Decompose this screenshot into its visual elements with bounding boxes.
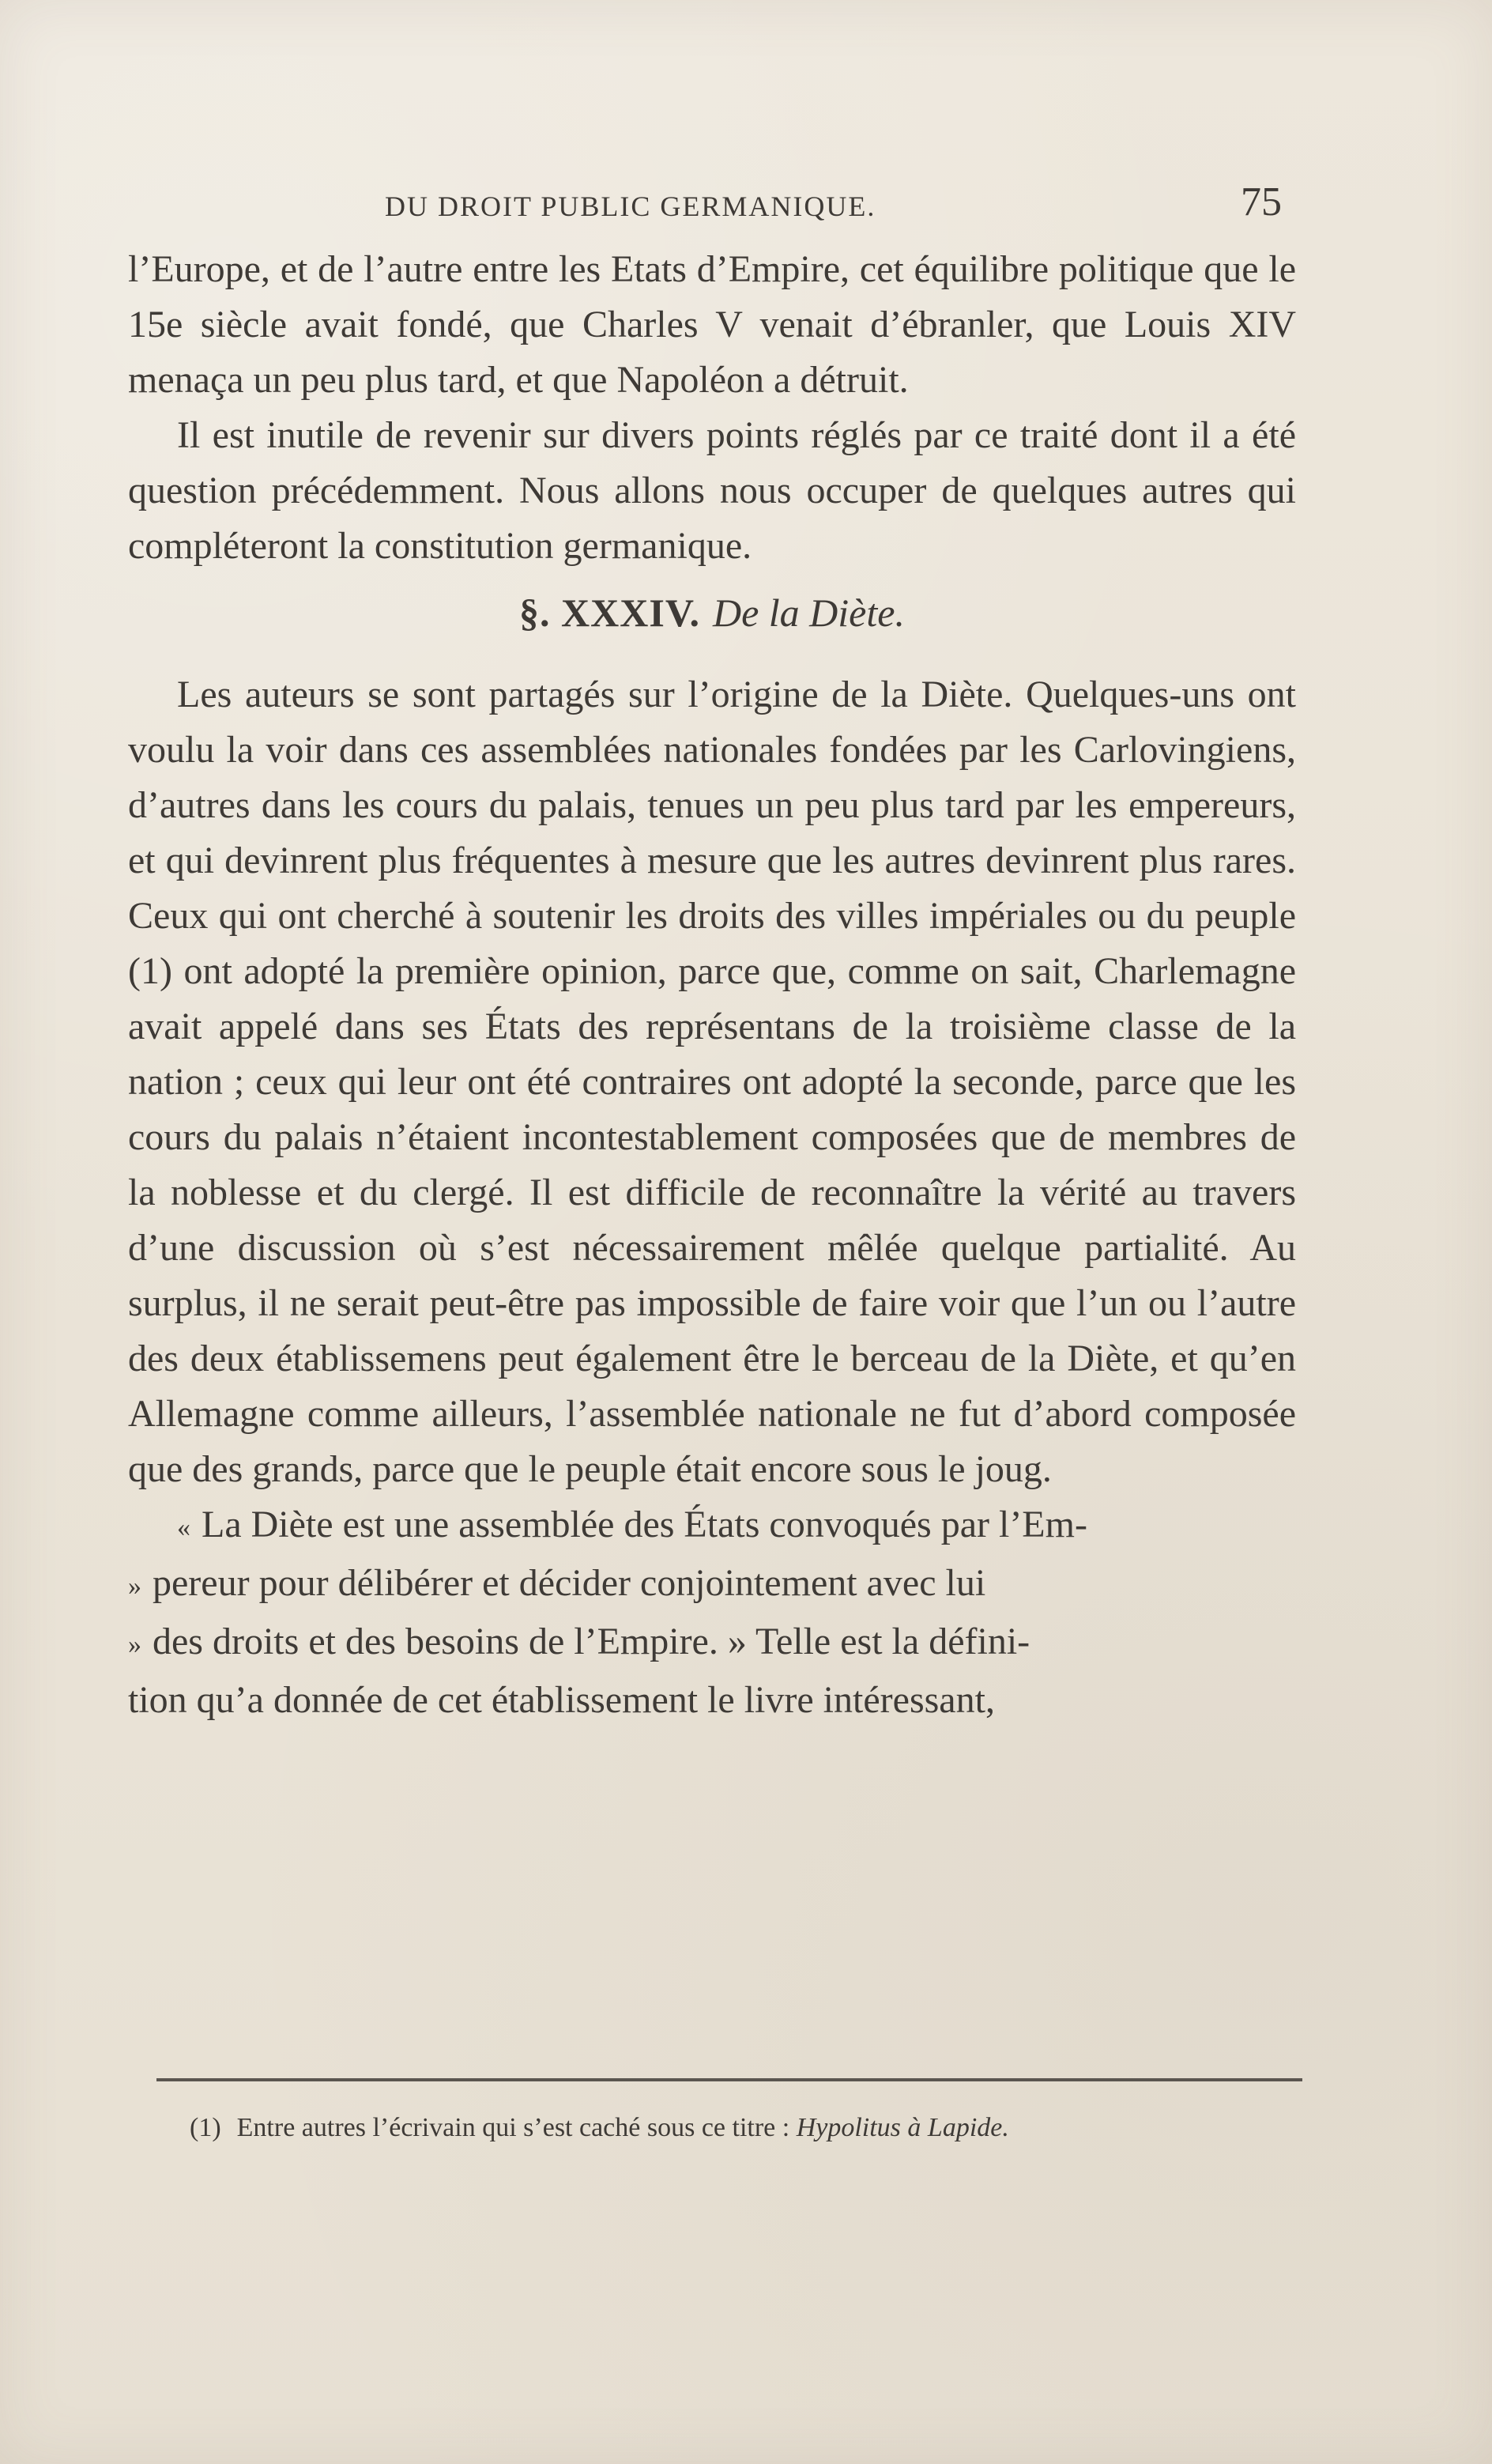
footnote-text: Entre autres l’écrivain qui s’est caché sous ce titre : bbox=[236, 2113, 790, 2142]
quote-mark-3: » bbox=[128, 1629, 141, 1659]
page-number: 75 bbox=[1241, 179, 1282, 225]
quote-mark-1: « bbox=[177, 1512, 190, 1542]
quote-line-4: tion qu’a donnée de cet établissement le livre intéressant, bbox=[128, 1678, 995, 1721]
section-title: De la Diète. bbox=[712, 591, 905, 635]
quote-text-3: des droits et des besoins de l’Empire. » Telle est la défini- bbox=[153, 1620, 1030, 1662]
section-heading bbox=[128, 585, 1296, 640]
footnote-separator bbox=[156, 2078, 1302, 2081]
footnote-italic-text: Hypolitus à Lapide. bbox=[796, 2113, 1009, 2142]
section-number: §. XXXIV. bbox=[519, 591, 700, 635]
running-title: DU DROIT PUBLIC GERMANIQUE. bbox=[385, 191, 876, 222]
quote-line-1 bbox=[128, 1497, 1296, 1556]
quote-line-3 bbox=[128, 1614, 1296, 1673]
paragraph-3: Les auteurs se sont partagés sur l’origine de la Diète. Quelques-uns ont voulu la voir dans ces assemblées nationales fondées par les Carlovingiens, d’autres dans les cours du palais, tenues un peu plus tard par les empereurs, et qui devinrent plus fréquentes à mesure que les autres devinrent plus rares. Ceux qui ont cherché à soutenir les droits des villes impériales ou du peuple (1) ont adopté la première opinion, parce que, comme on sait, Charlemagne avait appelé dans ses États des représentans de la troisième classe de la nation ; ceux qui leur ont été contraires ont adopté la seconde, parce que les cours du palais n’étaient incontestablement composées que de membres de la noblesse et du clergé. Il est difficile de reconnaître la vérité au travers d’une discussion où s’est nécessairement mêlée quelque partialité. Au surplus, il ne serait peut-être pas impossible de faire voir que l’un ou l’autre des deux établissemens peut également être le berceau de la Diète, et qu’en Allemagne comme ailleurs, l’assemblée nationale ne fut d’abord composée que des grands, parce que le peuple était encore sous le joug. bbox=[128, 674, 1296, 1490]
main-text-block bbox=[128, 179, 1296, 1728]
quote-mark-2: » bbox=[128, 1571, 141, 1601]
paragraph-1: l’Europe, et de l’autre entre les Etats d’Empire, cet équilibre politique que le 15e siècle avait fondé, que Charles V venait d’ébranler, que Louis XIV menaça un peu plus tard, et que Napoléon a détruit. bbox=[128, 248, 1296, 401]
quote-text-2: pereur pour délibérer et décider conjointement avec lui bbox=[153, 1561, 986, 1604]
footnote bbox=[190, 2111, 1302, 2145]
quote-line-2 bbox=[128, 1556, 1296, 1614]
footnote-ref: (1) bbox=[190, 2113, 221, 2142]
running-head bbox=[128, 179, 1296, 236]
quote-block bbox=[128, 1497, 1296, 1728]
quote-text-1: La Diète est une assemblée des États convoqués par l’Em- bbox=[202, 1504, 1087, 1545]
paragraph-2: Il est inutile de revenir sur divers points réglés par ce traité dont il a été question précédemment. Nous allons nous occuper de quelques autres qui compléteront la constitution germanique. bbox=[128, 414, 1296, 567]
